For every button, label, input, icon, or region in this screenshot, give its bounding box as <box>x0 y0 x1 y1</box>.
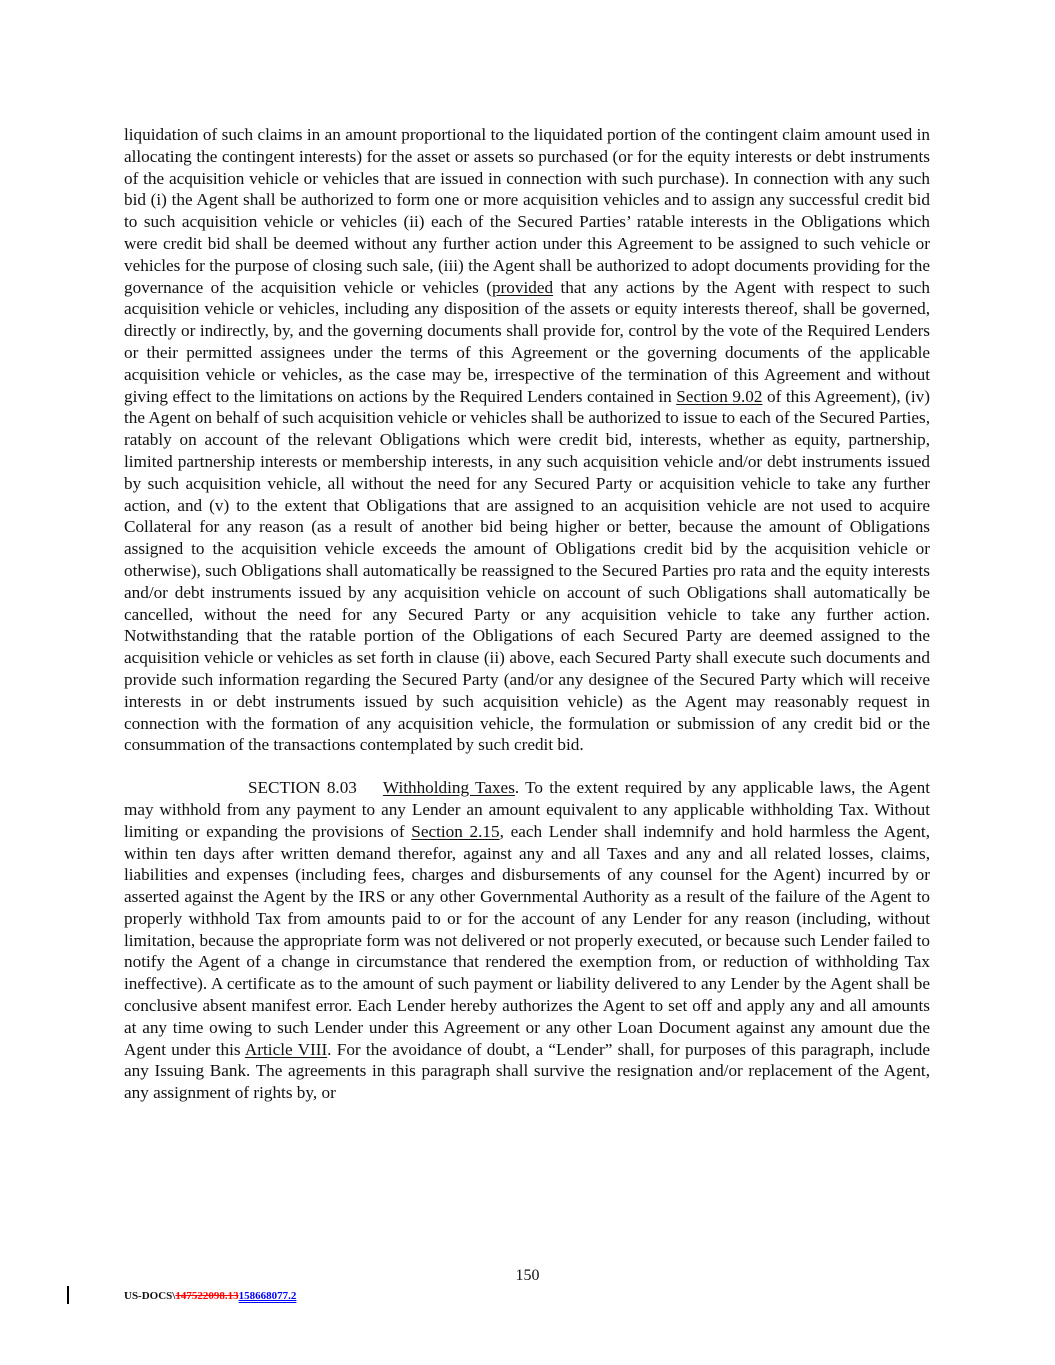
section-title: Withholding Taxes <box>382 778 515 798</box>
paragraph-text: . To the extent required by any applicable laws, the Agent may withhold from any payment to any Lender an amount equivalent to any applicable withholding Tax. Without limiting or expanding the provisions of <box>124 778 930 841</box>
paragraph-text: of this Agreement), (iv) the Agent on behalf of such acquisition vehicle or vehicles shall be authorized to issue to each of the Secured Parties, ratably on account of the relevant Obligations which were credit bid, interests, whether as equity, partnership, limited partnership interests or membership interests, in any such acquisition vehicle and/or debt instruments issued by such acquisition vehicle, all without the need for any Secured Party or acquisition vehicle to take any further action, and (v) to the extent that Obligations that are assigned to an acquisition vehicle are not used to acquire Collateral for any reason (as a result of another bid being higher or better, because the amount of Obligations assigned to the acquisition vehicle exceeds the amount of Obligations credit bid by the acquisition vehicle or otherwise), such Obligations shall automatically be reassigned to the Secured Parties pro rata and the equity interests and/or debt instruments issued by any acquisition vehicle on account of such Obligations shall automatically be cancelled, without the need for any Secured Party or any acquisition vehicle to take any further action. Notwithstanding that the ratable portion of the Obligations of each Secured Party are deemed assigned to the acquisition vehicle or vehicles as set forth in clause (ii) above, each Secured Party shall execute such documents and provide such information regarding the Secured Party (and/or any designee of the Secured Party which will receive interests in or debt instruments issued by such acquisition vehicle) as the Agent may reasonably request in connection with the formation of any acquisition vehicle, the formulation or submission of any credit bid or the consummation of the transactions contemplated by such credit bid. <box>124 386 930 755</box>
cross-reference-article-viii[interactable]: Article VIII <box>244 1039 328 1059</box>
paragraph-text: . For the avoidance of doubt, a “Lender” shall, for purposes of this paragraph, include any Issuing Bank. The agreements in this paragraph shall survive the resignation and/or replacement of the Agent, any assignment of rights by, or <box>124 1039 930 1103</box>
paragraph-credit-bid <box>124 124 930 756</box>
document-body <box>124 124 930 1104</box>
paragraph-text: liquidation of such claims in an amount proportional to the liquidated portion of the contingent claim amount used in allocating the contingent interests) for the asset or assets so purchased (or for the equity interests or debt instruments of the acquisition vehicle or vehicles that are issued in connection with such purchase). In connection with any such bid (i) the Agent shall be authorized to form one or more acquisition vehicles and to assign any successful credit bid to such acquisition vehicle or vehicles (ii) each of the Secured Parties’ ratable interests in the Obligations which were credit bid shall be deemed without any further action under this Agreement to be assigned to such vehicle or vehicles for the purpose of closing such sale, (iii) the Agent shall be authorized to adopt documents providing for the governance of the acquisition vehicle or vehicles ( <box>124 125 930 297</box>
paragraph-withholding-taxes <box>124 777 930 1104</box>
section-number: SECTION 8.03 <box>248 778 357 798</box>
page-number: 150 <box>515 1267 540 1284</box>
document-id-deleted: 147522098.13 <box>175 1290 239 1302</box>
cross-reference-section-2-15[interactable]: Section 2.15 <box>411 821 500 841</box>
document-id-inserted: 158668077.2 <box>238 1290 297 1302</box>
defined-term-provided: provided <box>491 277 554 297</box>
document-id-prefix: US-DOCS\ <box>124 1290 176 1302</box>
paragraph-text: that any actions by the Agent with respect to such acquisition vehicle or vehicles, including any disposition of the assets or equity interests thereof, shall be governed, directly or indirectly, by, and the governing documents shall provide for, control by the vote of the Required Lenders or their permitted assignees under the terms of this Agreement or the governing documents of the applicable acquisition vehicle or vehicles, as the case may be, irrespective of the termination of this Agreement and without giving effect to the limitations on actions by the Required Lenders contained in <box>124 277 930 406</box>
revision-change-bar <box>67 1286 69 1304</box>
document-id <box>124 1290 296 1302</box>
paragraph-text: , each Lender shall indemnify and hold harmless the Agent, within ten days after written demand therefor, against any and all Taxes and any and all related losses, claims, liabilities and expenses (including fees, charges and disbursements of any counsel for the Agent) incurred by or asserted against the Agent by the IRS or any other Governmental Authority as a result of the failure of the Agent to properly withhold Tax from amounts paid to or for the account of any Lender for any reason (including, without limitation, because the appropriate form was not delivered or not properly executed, or because such Lender failed to notify the Agent of a change in circumstance that rendered the exemption from, or reduction of withholding Tax ineffective). A certificate as to the amount of such payment or liability delivered to any Lender by the Agent shall be conclusive absent manifest error. Each Lender hereby authorizes the Agent to set off and apply any and all amounts at any time owing to such Lender under this Agreement or any other Loan Document against any amount due the Agent under this <box>124 821 930 1059</box>
cross-reference-section-9-02[interactable]: Section 9.02 <box>676 386 763 406</box>
